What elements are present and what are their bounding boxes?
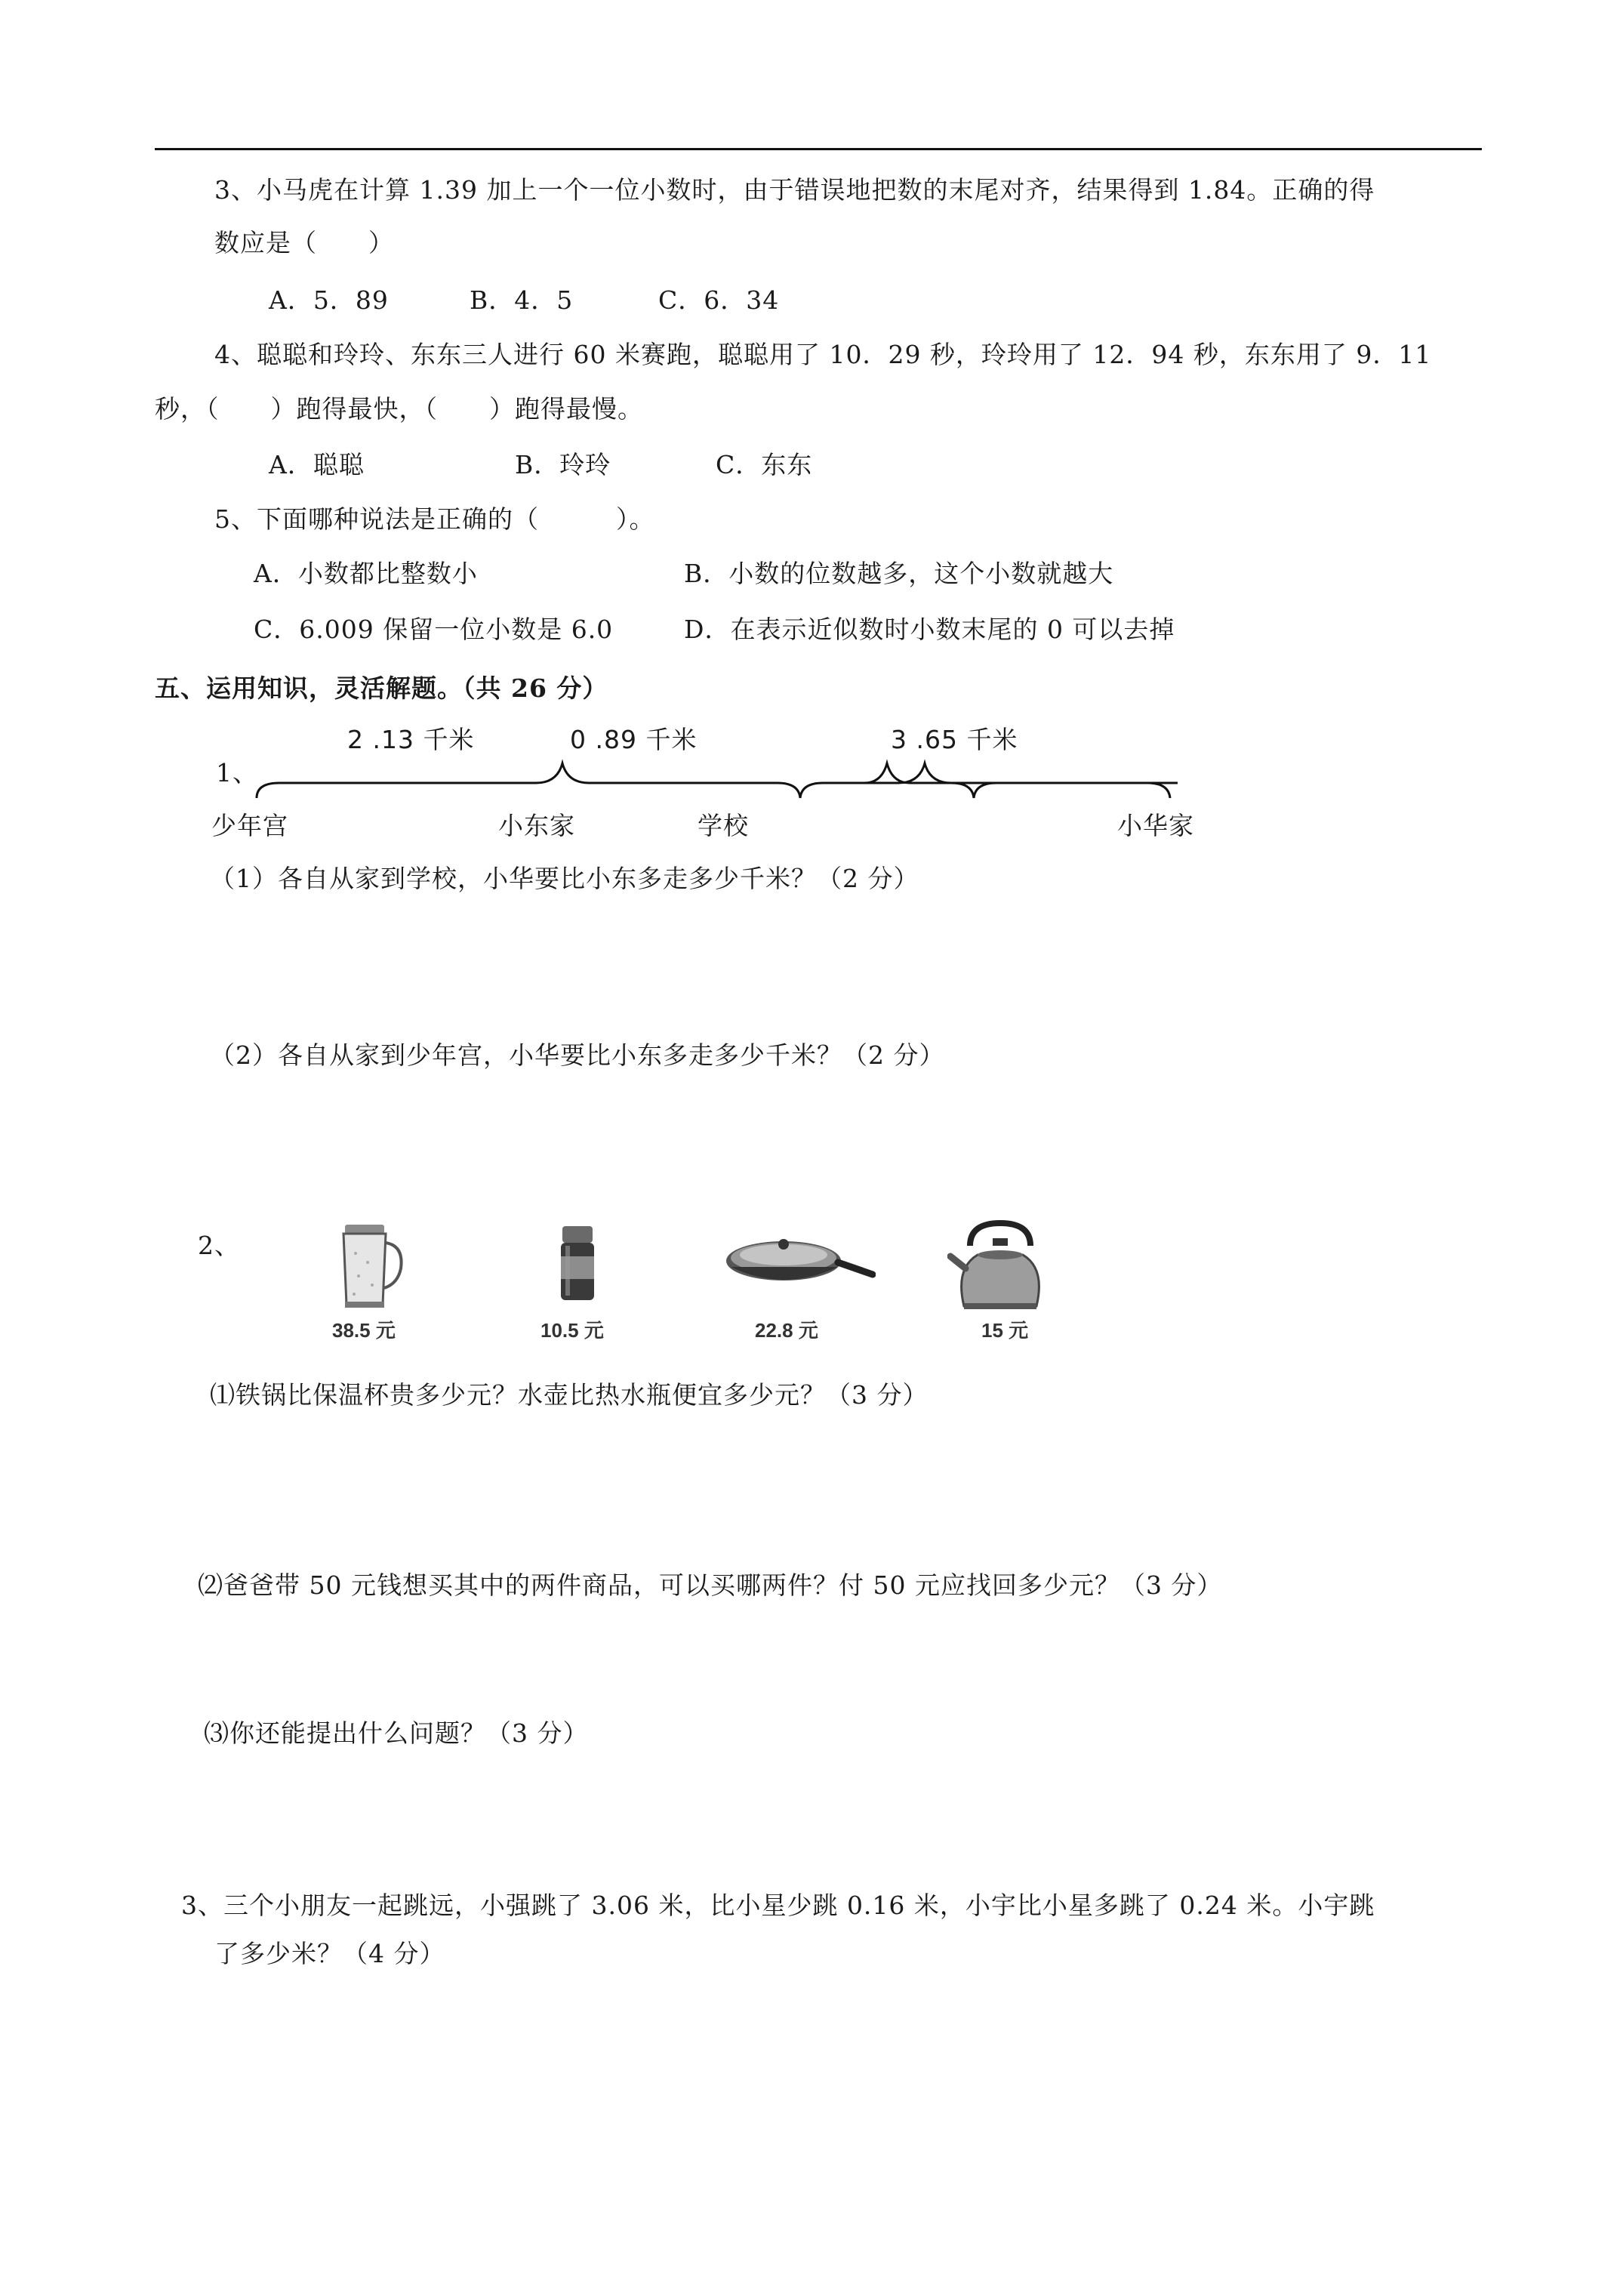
p1-sub1: （1）各自从家到学校，小华要比小东多走多少千米？（2 分）: [210, 864, 919, 893]
p1-sub2: （2）各自从家到少年宫，小华要比小东多走多少千米？（2 分）: [210, 1040, 945, 1070]
place-youth-palace: 少年宫: [211, 811, 288, 840]
p3-line1: 3、三个小朋友一起跳远，小强跳了 3.06 米，比小星少跳 0.16 米，小宇比小星多跳了 0.24 米。小宇跳: [181, 1891, 1375, 1920]
section-heading: 五、运用知识，灵活解题。（共 26 分）: [155, 673, 608, 703]
place-school: 学校: [698, 811, 749, 840]
q3-option-c: C．6．34: [658, 285, 780, 315]
place-xiaodong-home: 小东家: [498, 811, 575, 840]
cup-icon: [555, 1223, 600, 1306]
q4-line1: 4、聪聪和玲玲、东东三人进行 60 米赛跑，聪聪用了 10．29 秒，玲玲用了 12．94 秒，东东用了 9．11: [214, 340, 1432, 369]
price-cup: 10.5 元: [540, 1319, 604, 1342]
q4-option-b: B．玲玲: [515, 450, 611, 479]
p1-number: 1、: [216, 758, 258, 787]
q5-option-c: C．6.009 保留一位小数是 6.0: [254, 615, 614, 644]
q4-option-a: A．聪聪: [269, 450, 365, 479]
price-pan: 22.8 元: [755, 1319, 818, 1342]
p2-sub3: ⑶你还能提出什么问题？（3 分）: [204, 1718, 589, 1748]
header-rule: [155, 148, 1482, 150]
p2-sub1: ⑴铁锅比保温杯贵多少元？水壶比热水瓶便宜多少元？（3 分）: [210, 1380, 929, 1410]
price-thermos: 38.5 元: [332, 1319, 396, 1342]
brace-1: [257, 763, 800, 798]
p2-sub2: ⑵爸爸带 50 元钱想买其中的两件商品，可以买哪两件？付 50 元应找回多少元？（3 分）: [198, 1570, 1223, 1600]
brace-3-full: [845, 759, 1178, 804]
q5-option-b: B．小数的位数越多，这个小数就越大: [684, 559, 1114, 588]
p2-number: 2、: [198, 1231, 240, 1260]
q4-option-c: C．东东: [716, 450, 813, 479]
q3-option-b: B．4．5: [470, 285, 574, 315]
q3-line1: 3、小马虎在计算 1.39 加上一个一位小数时，由于错误地把数的末尾对齐，结果得到 1.84。正确的得: [214, 175, 1375, 205]
thermos-icon: [328, 1216, 411, 1314]
q5-line1: 5、下面哪种说法是正确的（ ）。: [214, 504, 655, 534]
p3-line2: 了多少米？（4 分）: [214, 1939, 445, 1968]
q4-line2: 秒，（ ）跑得最快，（ ）跑得最慢。: [155, 394, 643, 424]
q3-line2: 数应是（ ）: [214, 228, 394, 257]
segment-label-3: 3 .65 千米: [891, 725, 1018, 754]
q5-option-a: A．小数都比整数小: [254, 559, 478, 588]
pan-icon: [725, 1231, 876, 1299]
kettle-icon: [947, 1216, 1053, 1314]
place-xiaohua-home: 小华家: [1117, 811, 1194, 840]
segment-label-2: 0 .89 千米: [570, 725, 698, 754]
q5-option-d: D．在表示近似数时小数末尾的 0 可以去掉: [684, 615, 1175, 644]
price-kettle: 15 元: [981, 1319, 1029, 1342]
q3-option-a: A．5．89: [269, 285, 389, 315]
segment-label-1: 2 .13 千米: [347, 725, 475, 754]
